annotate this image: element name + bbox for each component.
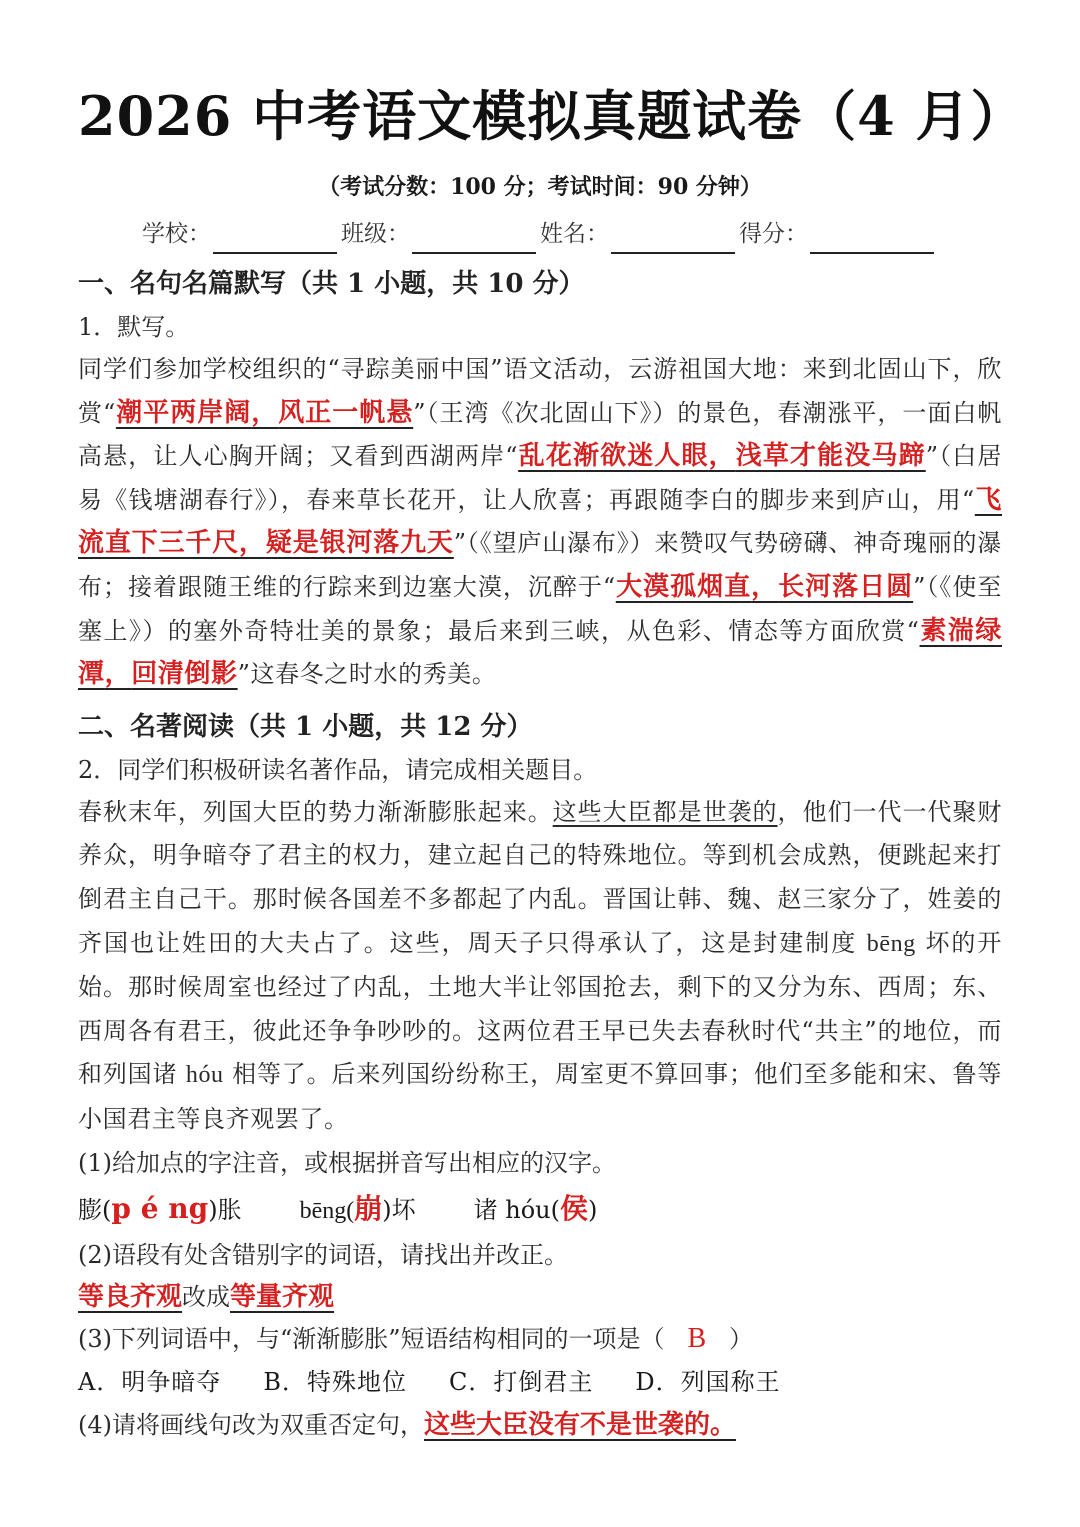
sub-question-1: (1)给加点的字注音，或根据拼音写出相应的汉字。: [78, 1148, 616, 1177]
option-c: C．打倒君主: [448, 1367, 594, 1396]
answer-blank: 长河落日圆: [778, 571, 914, 602]
answer-hou: 侯: [559, 1191, 588, 1225]
sub-question-3: (3)下列词语中，与“渐渐膨胀”短语结构相同的一项是（ B ）: [78, 1322, 754, 1354]
school-blank[interactable]: [213, 224, 337, 254]
choice-options: [78, 1360, 1002, 1404]
question-1: 1．默写。: [78, 313, 190, 341]
double-negative-answer: 这些大臣没有不是世袭的。: [424, 1409, 737, 1440]
option-d: D．列国称王: [635, 1367, 781, 1396]
answer-blank: 风正一帆悬: [278, 397, 414, 428]
answer-blank: 素湍绿潭: [78, 615, 1002, 690]
answer-peng: p é ng: [111, 1191, 209, 1225]
sub-question-2: (2)语段有处含错别字的词语，请找出并改正。: [78, 1240, 568, 1269]
school-field: 学校：: [142, 214, 341, 254]
answer-beng: 崩: [354, 1191, 383, 1225]
answer-blank: 浅草才能没马蹄: [735, 441, 926, 472]
correct-word: 等量齐观: [230, 1281, 335, 1312]
pinyin-answers: 膨(p é ng)胀 bēng(崩)坏 诸 hóu(侯): [78, 1191, 598, 1225]
class-blank[interactable]: [412, 224, 536, 254]
info-fields: [78, 214, 1002, 254]
pinyin-hou: hóu: [185, 1062, 224, 1089]
name-blank[interactable]: [611, 224, 735, 254]
answer-blank: 潮平两岸阔: [115, 397, 252, 428]
exam-title: 2026 中考语文模拟真题试卷（4 月）: [78, 84, 1026, 148]
typo-correction: 等良齐观改成等量齐观: [78, 1281, 335, 1312]
class-field: 班级：: [341, 214, 540, 254]
score-blank[interactable]: [810, 224, 934, 254]
name-field: 姓名：: [540, 214, 739, 254]
section-2-heading: 二、名著阅读（共 1 小题，共 12 分）: [78, 711, 533, 742]
question-2-passage: 春秋末年，列国大臣的势力渐渐膨胀起来。这些大臣都是世袭的，他们一代一代聚财养众，明争暗夺了君主的权力，建立起自己的特殊地位。等到机会成熟，便跳起来打倒君主自己干。那时候各国差不多都起了内乱。晋国让韩、魏、赵三家分了，姓姜的齐国也让姓田的大夫占了。这些，周天子只得承认了，这是封建制度 bēng 坏的开始。那时候周室也经过了内乱，土地大半让邻国抢去，剩下的又分为东、西周；东、西周各有君王，彼此还争争吵吵的。这两位君王早已失去春秋时代“共主”的地位，而和列国诸 hóu 相等了。后来列国纷纷称王，周室更不算回事；他们至多能和宋、鲁等小国君主等良齐观罢了。: [78, 797, 1002, 1133]
answer-blank: 疑是银河落九天: [265, 528, 454, 559]
option-a: A．明争暗夺: [78, 1367, 222, 1396]
option-b: B．特殊地位: [263, 1367, 407, 1396]
question-1-passage: 同学们参加学校组织的“寻踪美丽中国”语文活动，云游祖国大地：来到北固山下，欣赏“潮平两岸阔，风正一帆悬”（王湾《次北固山下》）的景色，春潮涨平，一面白帆高悬，让人心胸开阔；又看到西湖两岸“乱花渐欲迷人眼，浅草才能没马蹄”（白居易《钱塘湖春行》），春来草长花开，让人欣喜；再跟随李白的脚步来到庐山，用“飞流直下三千尺，疑是银河落九天”（《望庐山瀑布》）来赞叹气势磅礴、神奇瑰丽的瀑布；接着跟随王维的行踪来到边塞大漠，沉醉于“大漠孤烟直，长河落日圆”（《使至塞上》）的塞外奇特壮美的景象；最后来到三峡，从色彩、情态等方面欣赏“素湍绿潭，回清倒影”这春冬之时水的秀美。: [78, 355, 1003, 690]
wrong-word: 等良齐观: [78, 1281, 183, 1312]
score-field: 得分：: [739, 214, 938, 254]
exam-subtitle: （考试分数：100 分；考试时间：90 分钟）: [318, 174, 762, 200]
answer-blank: 回清倒影: [131, 659, 238, 690]
question-2: 2．同学们积极研读名著作品，请完成相关题目。: [78, 755, 598, 784]
underlined-sentence: 这些大臣都是世袭的: [552, 797, 778, 826]
choice-answer: B: [687, 1322, 707, 1354]
answer-blank: 乱花渐欲迷人眼: [518, 441, 709, 472]
sub-question-4: (4)请将画线句改为双重否定句，这些大臣没有不是世袭的。: [78, 1409, 737, 1440]
answer-blank: 大漠孤烟直: [615, 571, 752, 602]
answer-blank: 飞流直下三千尺: [78, 484, 1003, 559]
pinyin-beng: bēng: [866, 930, 916, 957]
section-1-heading: 一、名句名篇默写（共 1 小题，共 10 分）: [78, 269, 585, 299]
